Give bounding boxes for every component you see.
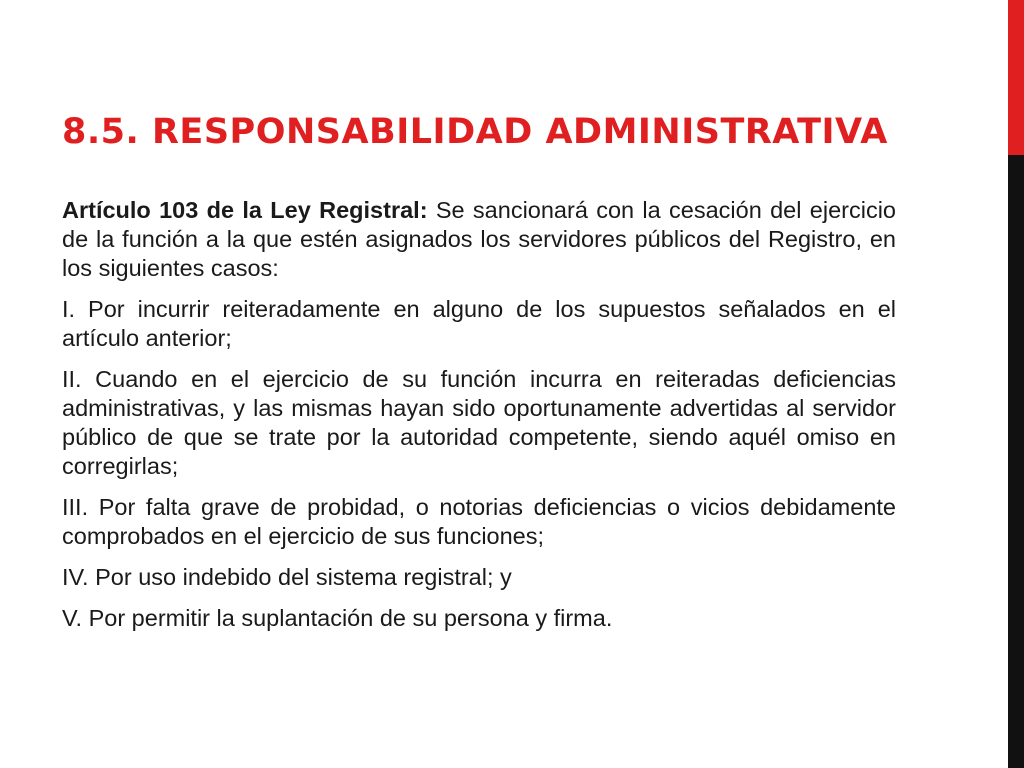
list-item: IV. Por uso indebido del sistema registral; y [62, 564, 512, 590]
slide-title: 8.5. RESPONSABILIDAD ADMINISTRATIVA [62, 112, 888, 152]
accent-bar-red [1008, 0, 1024, 155]
intro-text: Se sancionará con la cesación del ejercicio de la función a la que estén asignados los servidores públicos del Registro, en los siguientes casos: [62, 197, 896, 281]
intro-paragraph [62, 196, 896, 283]
list-item: II. Cuando en el ejercicio de su función incurra en reiteradas deficiencias administrativas, y las mismas hayan sido oportunamente advertidas al servidor público de que se trate por la autoridad competente, siendo aquél omiso en corregirlas; [62, 366, 896, 479]
slide-body [62, 196, 896, 645]
list-item: III. Por falta grave de probidad, o notorias deficiencias o vicios debidamente comprobados en el ejercicio de sus funciones; [62, 494, 896, 549]
article-reference: Artículo 103 de la Ley Registral: [62, 197, 428, 223]
list-item: V. Por permitir la suplantación de su persona y firma. [62, 605, 613, 631]
accent-bar-black [1008, 155, 1024, 768]
list-item: I. Por incurrir reiteradamente en alguno de los supuestos señalados en el artículo anterior; [62, 296, 896, 351]
